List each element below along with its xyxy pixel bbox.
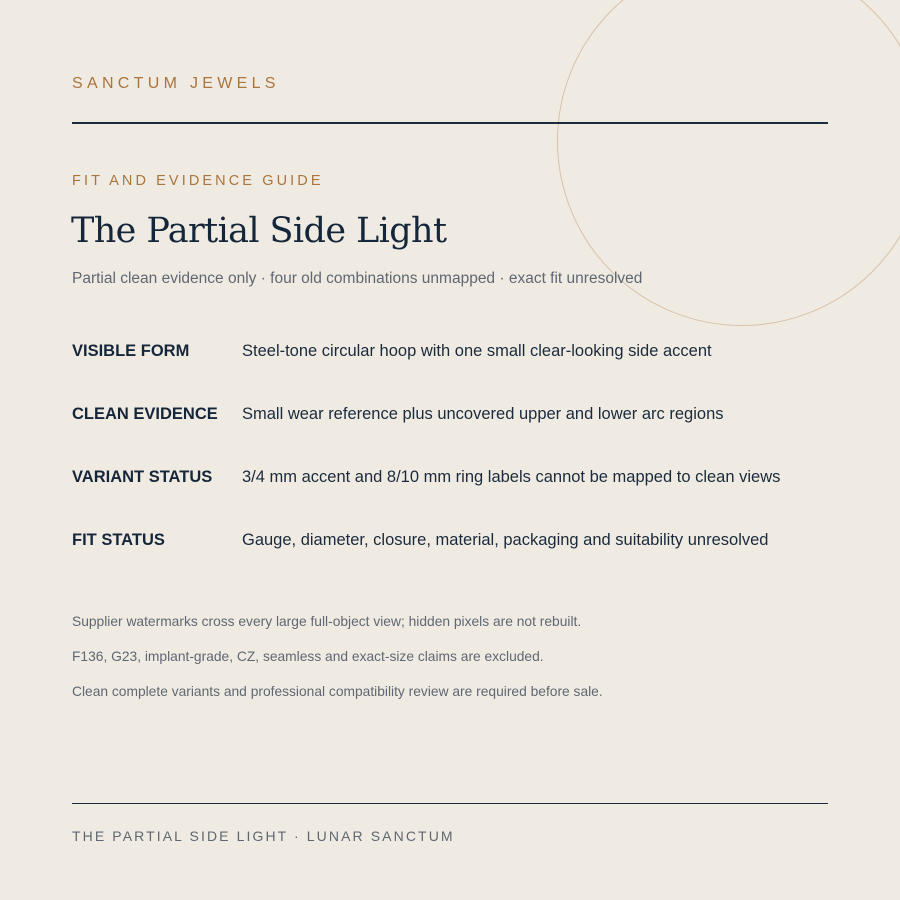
spec-label: FIT STATUS	[72, 531, 165, 549]
spec-label: CLEAN EVIDENCE	[72, 405, 218, 423]
spec-value: 3/4 mm accent and 8/10 mm ring labels cannot be mapped to clean views	[242, 468, 781, 486]
spec-row-visible-form	[72, 340, 828, 403]
page-title: The Partial Side Light	[71, 211, 447, 251]
spec-value: Steel-tone circular hoop with one small clear-looking side accent	[242, 342, 712, 360]
spec-value: Small wear reference plus uncovered upper and lower arc regions	[242, 405, 724, 423]
spec-row-fit-status	[72, 529, 828, 592]
header-divider	[72, 122, 828, 124]
note-review-required: Clean complete variants and professional compatibility review are required before sale.	[72, 684, 603, 699]
brand-name: SANCTUM JEWELS	[72, 75, 280, 92]
spec-label: VARIANT STATUS	[72, 468, 213, 486]
spec-table	[72, 340, 828, 592]
spec-row-variant-status	[72, 466, 828, 529]
note-excluded-claims: F136, G23, implant-grade, CZ, seamless and exact-size claims are excluded.	[72, 649, 544, 664]
spec-label: VISIBLE FORM	[72, 342, 190, 360]
footer-divider	[72, 803, 828, 804]
notes-list	[72, 614, 828, 719]
note-watermarks: Supplier watermarks cross every large full-object view; hidden pixels are not rebuilt.	[72, 614, 582, 629]
spec-value: Gauge, diameter, closure, material, packaging and suitability unresolved	[242, 531, 769, 549]
page-subtitle: Partial clean evidence only · four old combinations unmapped · exact fit unresolved	[72, 270, 643, 287]
spec-row-clean-evidence	[72, 403, 828, 466]
section-eyebrow: FIT AND EVIDENCE GUIDE	[72, 173, 324, 189]
footer-text: THE PARTIAL SIDE LIGHT · LUNAR SANCTUM	[72, 828, 455, 844]
